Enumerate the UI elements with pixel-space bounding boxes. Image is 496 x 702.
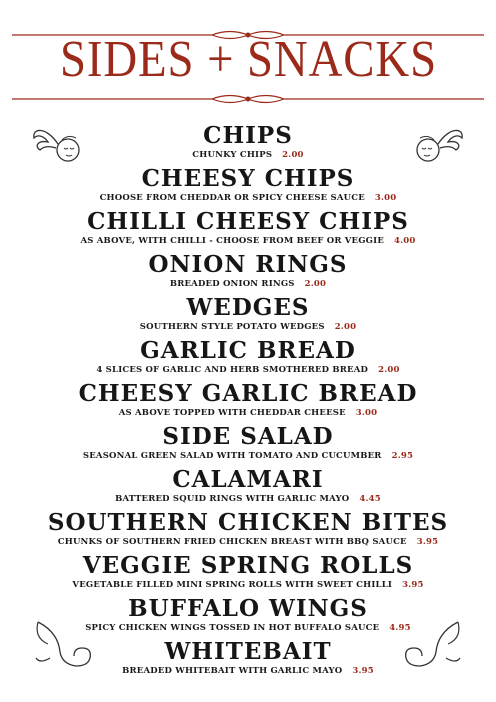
menu-item [0,509,496,552]
menu-item [0,595,496,638]
item-description: BATTERED SQUID RINGS WITH GARLIC MAYO [115,494,350,504]
menu-item [0,380,496,423]
item-price: 3.00 [374,193,397,203]
item-detail [0,536,496,548]
item-price: 2.95 [391,451,414,461]
item-detail [0,321,496,333]
item-name: GARLIC BREAD [140,337,356,364]
item-price: 4.95 [389,623,411,633]
item-name: CHEESY GARLIC BREAD [78,380,418,407]
menu-item [0,466,496,509]
item-description: SEASONAL GREEN SALAD WITH TOMATO AND CUCUMBER [82,451,382,461]
item-detail [0,278,496,290]
page-title: SIDES + SNACKS [59,31,437,88]
menu-item [0,251,496,294]
item-description: CHOOSE FROM CHEDDAR OR SPICY CHEESE SAUCE [99,193,365,203]
item-description: AS ABOVE, WITH CHILLI - CHOOSE FROM BEEF OR VEGGIE [80,236,384,246]
menu-item [0,294,496,337]
item-description: CHUNKY CHIPS [192,150,273,160]
item-detail [0,665,496,677]
item-detail [0,493,496,505]
item-detail [0,192,496,204]
menu-item [0,552,496,595]
item-price: 3.95 [352,666,374,676]
item-detail [0,407,496,419]
menu-items-list [0,122,496,681]
item-detail [0,579,496,591]
item-price: 2.00 [282,150,304,160]
item-description: 4 SLICES OF GARLIC AND HERB SMOTHERED BREAD [96,365,369,375]
menu-item [0,337,496,380]
menu-item [0,423,496,466]
item-detail [0,622,496,634]
item-description: SOUTHERN STYLE POTATO WEDGES [139,322,325,332]
item-description: SPICY CHICKEN WINGS TOSSED IN HOT BUFFALO SAUCE [85,623,380,633]
item-price: 3.95 [402,580,424,590]
item-price: 2.00 [378,365,400,375]
item-name: BUFFALO WINGS [128,595,368,622]
item-description: BREADED WHITEBAIT WITH GARLIC MAYO [122,666,343,676]
item-price: 3.95 [416,537,439,547]
item-name: CHIPS [203,122,293,149]
item-description: BREADED ONION RINGS [169,279,295,289]
menu-item [0,122,496,165]
item-price: 2.00 [334,322,357,332]
item-price: 4.45 [359,494,381,504]
menu-item [0,638,496,681]
item-price: 3.00 [355,408,378,418]
item-name: WHITEBAIT [164,638,332,665]
item-detail [0,364,496,376]
item-name: ONION RINGS [148,251,348,278]
item-name: CALAMARI [172,466,324,493]
menu-item [0,165,496,208]
item-price: 4.00 [394,236,416,246]
item-detail [0,450,496,462]
item-detail [0,235,496,247]
item-name: SIDE SALAD [162,423,334,450]
title-block [0,30,496,90]
item-name: WEDGES [186,294,310,321]
ornamental-divider-bottom [12,92,484,106]
item-description: VEGETABLE FILLED MINI SPRING ROLLS WITH SWEET CHILLI [72,580,393,590]
item-description: AS ABOVE TOPPED WITH CHEDDAR CHEESE [118,408,346,418]
item-price: 2.00 [304,279,327,289]
item-name: CHEESY CHIPS [141,165,355,192]
item-name: VEGGIE SPRING ROLLS [82,552,414,579]
item-name: SOUTHERN CHICKEN BITES [47,509,449,536]
menu-item [0,208,496,251]
item-description: CHUNKS OF SOUTHERN FRIED CHICKEN BREAST WITH BBQ SAUCE [57,537,407,547]
item-detail [0,149,496,161]
item-name: CHILLI CHEESY CHIPS [87,208,409,235]
